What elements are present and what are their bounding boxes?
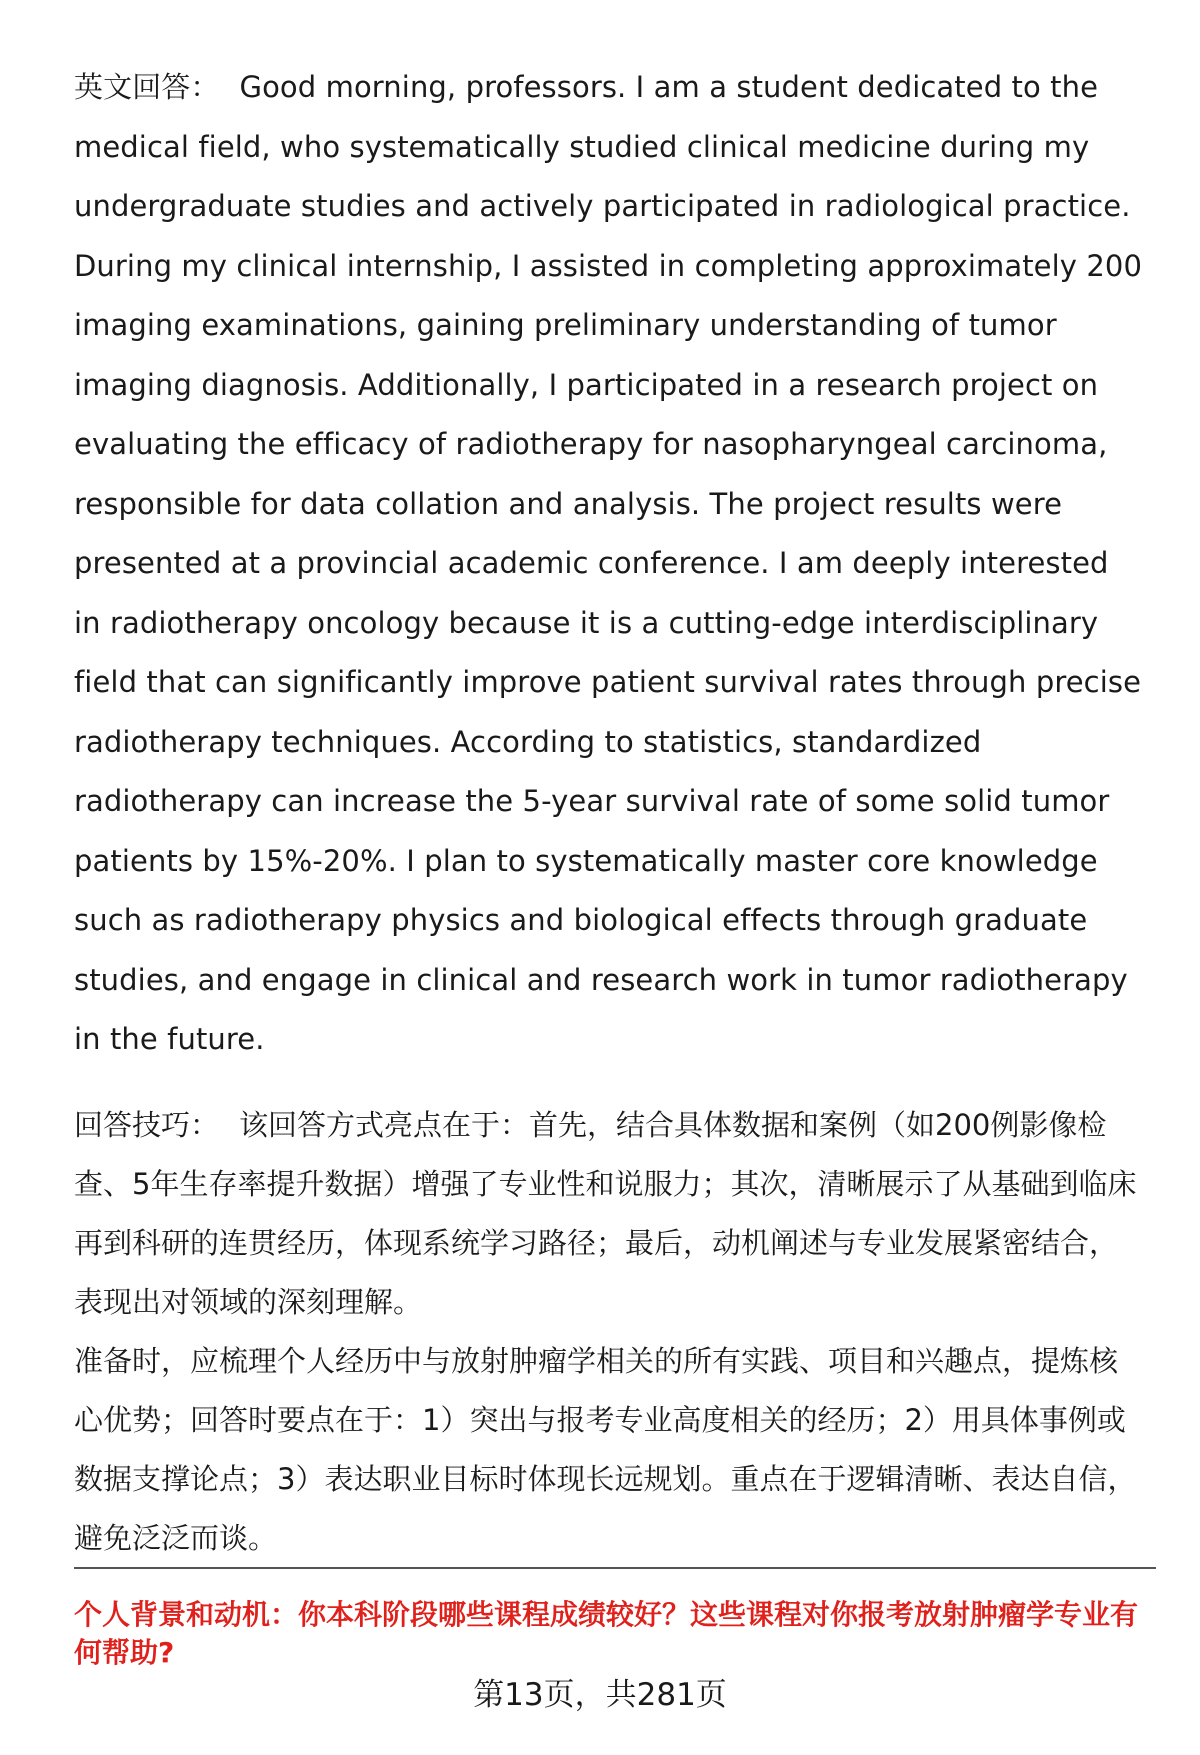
english-answer-label: 英文回答： [74,70,220,104]
answer-tips-label: 回答技巧： [74,1107,220,1142]
answer-tips-paragraph [74,1096,1144,1332]
english-answer-text: Good morning, professors. I am a student dedicated to the medical field, who systematically studied clinical medicine during my undergraduate studies and actively participated in radiological practice. During my clinical internship, I assisted in completing approximately 200 imaging examinations, gaining preliminary understanding of tumor imaging diagnosis. Additionally, I participated in a research project on evaluating the efficacy of radiotherapy for nasopharyngeal carcinoma, responsible for data collation and analysis. The project results were presented at a provincial academic conference. I am deeply interested in radiotherapy oncology because it is a cutting-edge interdisciplinary field that can significantly improve patient survival rates through precise radiotherapy techniques. According to statistics, standardized radiotherapy can increase the 5-year survival rate of some solid tumor patients by 15%-20%. I plan to systematically master core knowledge such as radiotherapy physics and biological effects through graduate studies, and engage in clinical and research work in tumor radiotherapy in the future. [74,70,1143,1056]
document-body [74,58,1144,1568]
english-answer-paragraph [74,58,1144,1070]
answer-tips-text: 该回答方式亮点在于：首先，结合具体数据和案例（如200例影像检查、5年生存率提升数据）增强了专业性和说服力；其次，清晰展示了从基础到临床再到科研的连贯经历，体现系统学习路径；最后，动机阐述与专业发展紧密结合，表现出对领域的深刻理解。 [74,1107,1137,1319]
page-number: 第13页，共281页 [473,1677,727,1713]
section-divider [74,1567,1156,1569]
next-question-heading: 个人背景和动机：你本科阶段哪些课程成绩较好？这些课程对你报考放射肿瘤学专业有何帮助? [74,1598,1139,1669]
preparation-paragraph: 准备时，应梳理个人经历中与放射肿瘤学相关的所有实践、项目和兴趣点，提炼核心优势；回答时要点在于：1）突出与报考专业高度相关的经历；2）用具体事例或数据支撑论点；3）表达职业目标时体现长远规划。重点在于逻辑清晰、表达自信，避免泛泛而谈。 [74,1343,1137,1555]
answer-tips-block [74,1096,1144,1568]
